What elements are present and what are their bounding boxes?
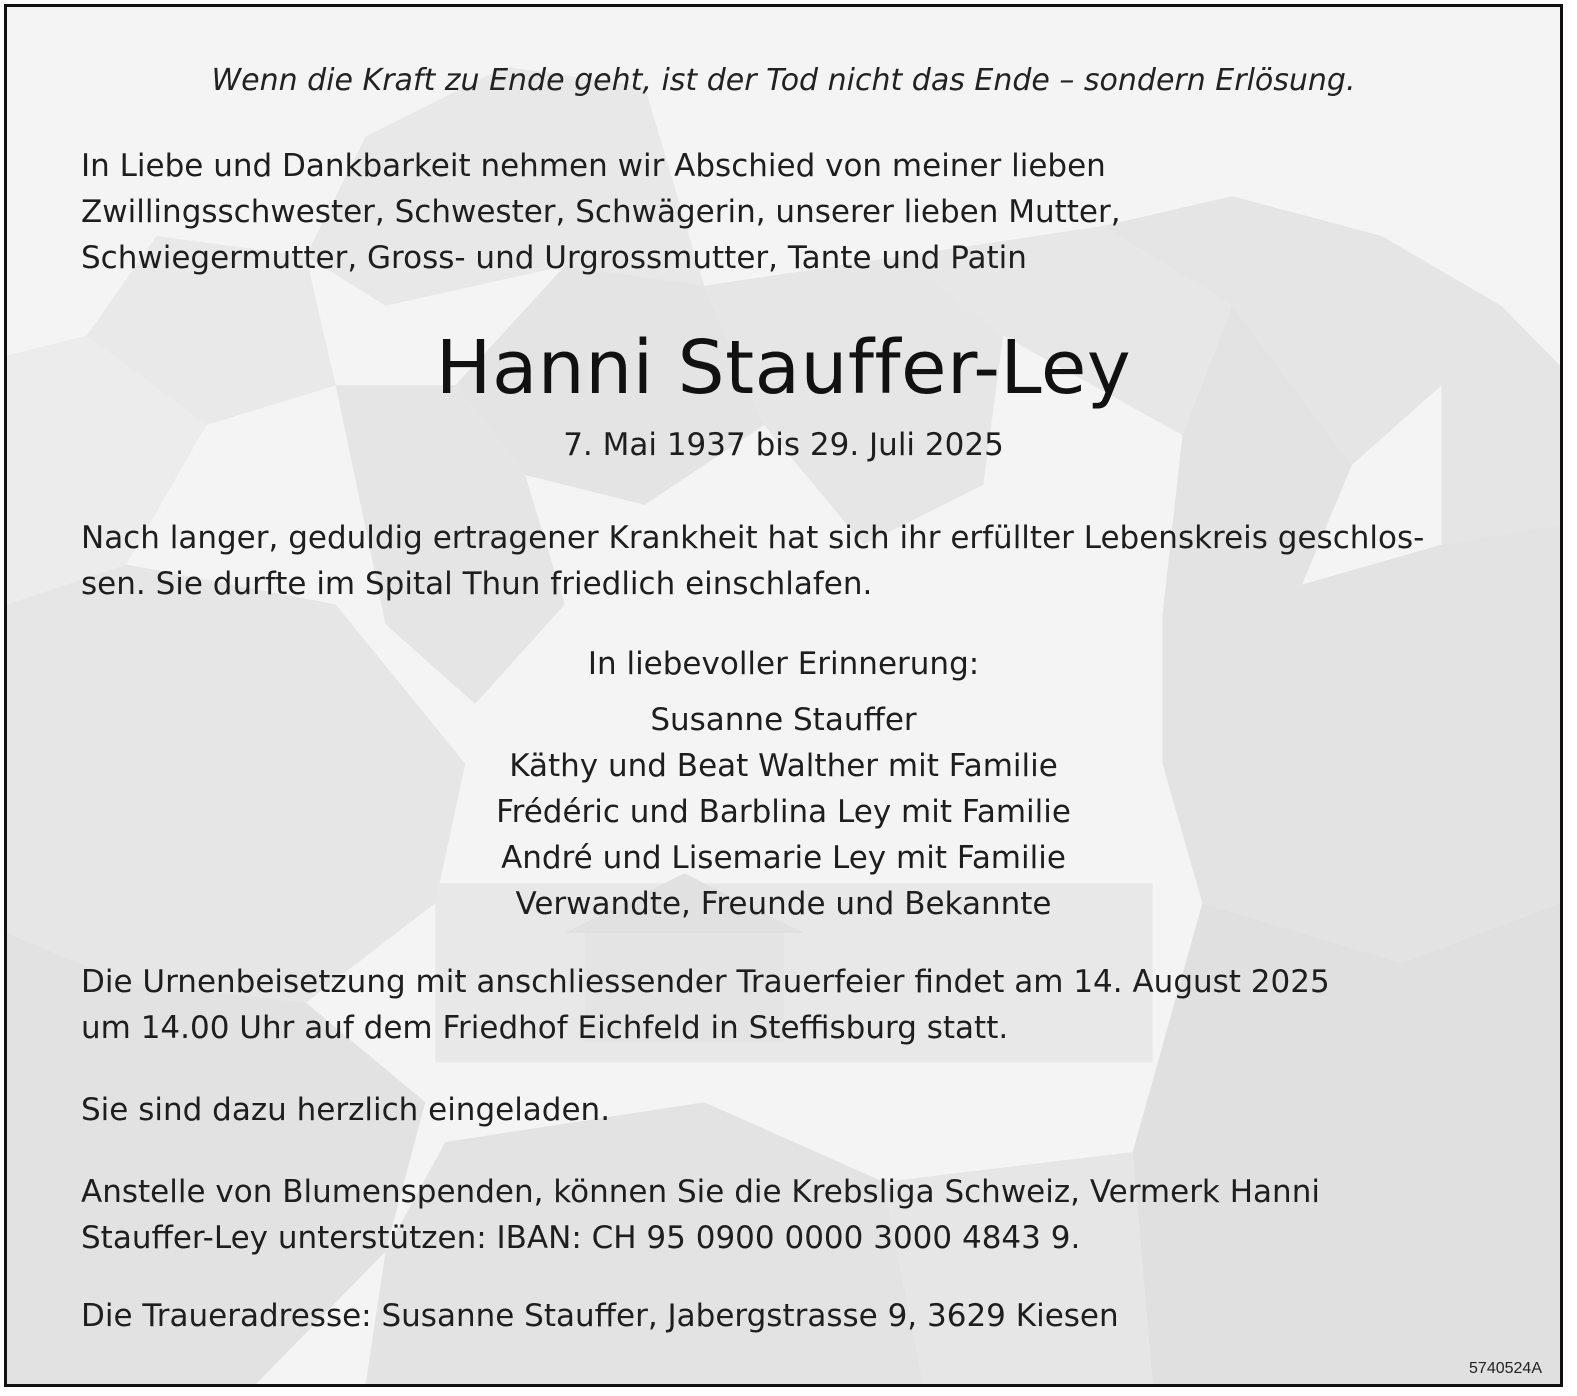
address-line: Die Traueradresse: Susanne Stauffer, Jabergstrasse 9, 3629 Kiesen <box>81 1298 1119 1334</box>
mourner-name: André und Lisemarie Ley mit Familie <box>501 840 1066 876</box>
illness-line: Nach langer, geduldig ertragener Krankheit hat sich ihr erfüllter Lebenskreis geschlos- <box>81 520 1425 556</box>
motto-quote: Wenn die Kraft zu Ende geht, ist der Tod nicht das Ende – sondern Erlösung. <box>211 63 1356 98</box>
invitation-text <box>81 1087 1501 1133</box>
intro-paragraph <box>81 143 1501 281</box>
mourner-name: Susanne Stauffer <box>650 702 917 738</box>
donation-paragraph <box>81 1169 1501 1261</box>
mourner-name: Käthy und Beat Walther mit Familie <box>509 748 1058 784</box>
reference-number: 5740524A <box>1469 1360 1542 1377</box>
remembrance-heading: In liebevoller Erinnerung: <box>587 646 980 682</box>
donation-line: Stauffer-Ley unterstützen: IBAN: CH 95 0900 0000 3000 4843 9. <box>81 1220 1081 1256</box>
intro-line: Zwillingsschwester, Schwester, Schwägerin, unserer lieben Mutter, <box>81 194 1121 230</box>
mourner-name: Verwandte, Freunde und Bekannte <box>515 886 1052 922</box>
ceremony-line: Die Urnenbeisetzung mit anschliessender Trauerfeier findet am 14. August 2025 <box>81 964 1330 1000</box>
deceased-name: Hanni Stauffer-Ley <box>435 325 1132 411</box>
intro-line: In Liebe und Dankbarkeit nehmen wir Abschied von meiner lieben <box>81 148 1106 184</box>
mourning-address <box>81 1293 1501 1339</box>
life-dates: 7. Mai 1937 bis 29. Juli 2025 <box>563 427 1004 463</box>
illness-paragraph <box>81 515 1501 607</box>
illness-line: sen. Sie durfte im Spital Thun friedlich einschlafen. <box>81 566 873 602</box>
ceremony-paragraph <box>81 959 1501 1051</box>
donation-line: Anstelle von Blumenspenden, können Sie die Krebsliga Schweiz, Vermerk Hanni <box>81 1174 1320 1210</box>
mourners-list <box>7 697 1560 927</box>
mourner-name: Frédéric und Barblina Ley mit Familie <box>496 794 1071 830</box>
invitation-line: Sie sind dazu herzlich eingeladen. <box>81 1092 611 1128</box>
obituary-notice <box>4 4 1563 1387</box>
ceremony-line: um 14.00 Uhr auf dem Friedhof Eichfeld in Steffisburg statt. <box>81 1010 1009 1046</box>
intro-line: Schwiegermutter, Gross- und Urgrossmutter, Tante und Patin <box>81 240 1027 276</box>
